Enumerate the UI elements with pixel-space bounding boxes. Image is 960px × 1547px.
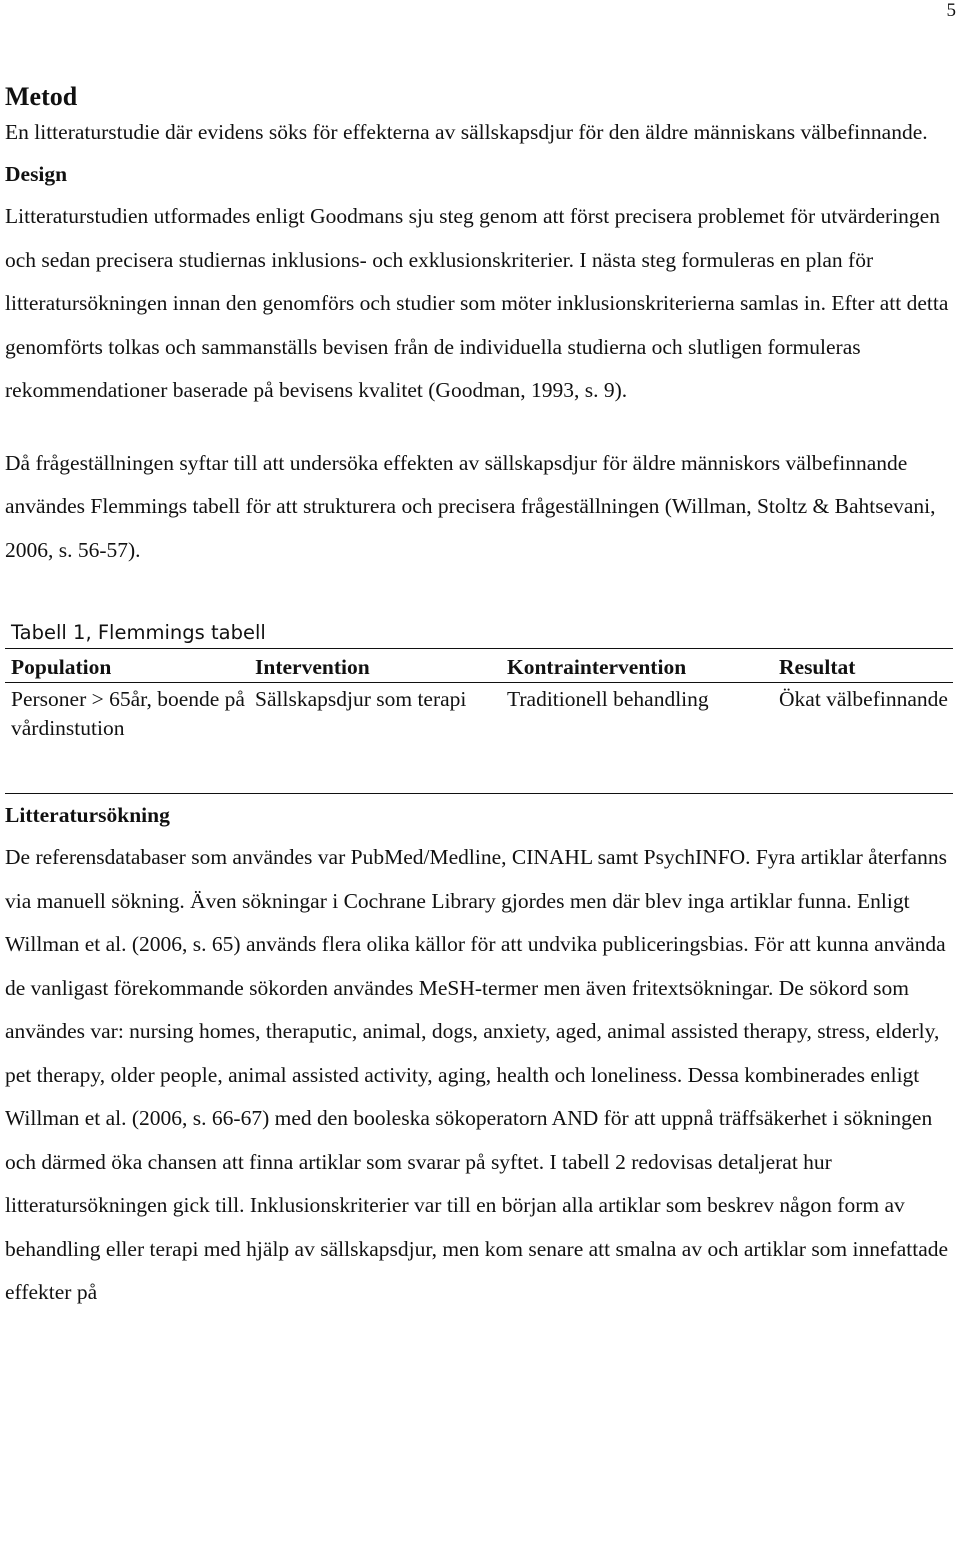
header-population: Population xyxy=(5,649,249,683)
table-caption: Tabell 1, Flemmings tabell xyxy=(5,620,953,649)
design-paragraph-goodman: Litteraturstudien utformades enligt Goodmans sju steg genom att först precisera problemet för utvärderingen och sedan precisera studiernas inklusions- och exklusionskriterier. I nästa steg formuleras en plan för litteratursökningen innan den genomförs och studier som möter inklusionskriterierna samlas in. Efter att detta genomförts tolkas och sammanställs bevisen från de individuella studierna och slutligen formuleras rekommendationer baserade på bevisens kvalitet (Goodman, 1993, s. 9). xyxy=(5,204,949,402)
page-number: 5 xyxy=(946,0,956,21)
method-intro-paragraph: En litteraturstudie där evidens söks för effekterna av sällskapsdjur för den äldre människans välbefinnande. xyxy=(5,120,928,144)
header-intervention: Intervention xyxy=(249,649,501,683)
literature-search-paragraph: De referensdatabaser som användes var PubMed/Medline, CINAHL samt PsychINFO. Fyra artiklar återfanns via manuell sökning. Även sökningar i Cochrane Library gjordes men där blev inga artiklar funna. Enligt Willman et al. (2006, s. 65) används flera olika källor för att undvika publiceringsbias. För att kunna använda de vanligast förekommande sökorden användes MeSH-termer men även fritextsökningar. De sökord som användes var: nursing homes, theraputic, animal, dogs, anxiety, aged, animal assisted therapy, stress, elderly, pet therapy, older people, animal assisted activity, aging, health och loneliness. Dessa kombinerades enligt Willman et al. (2006, s. 66-67) med den booleska sökoperatorn AND för att uppnå träffsäkerhet i sökningen och därmed öka chansen att finna artiklar som svarar på syftet. I tabell 2 redovisas detaljerat hur litteratursökningen gick till. Inklusionskriterier var till en början alla artiklar som beskrev någon form av behandling eller terapi med hjälp av sällskapsdjur, men kom senare att smalna av och artiklar som innefattade effekter på xyxy=(5,845,949,1304)
literature-search-heading: Litteratursökning xyxy=(5,803,170,827)
flemming-table xyxy=(5,649,953,794)
header-kontraintervention: Kontraintervention xyxy=(501,649,773,683)
design-paragraph-flemming: Då frågeställningen syftar till att undersöka effekten av sällskapsdjur för äldre människors välbefinnande användes Flemmings tabell för att strukturera och precisera frågeställningen (Willman, Stoltz & Bahtsevani, 2006, s. 56-57). xyxy=(5,450,936,562)
design-heading: Design xyxy=(5,162,68,186)
table-header-row xyxy=(5,649,953,683)
table-row xyxy=(5,683,953,794)
header-resultat: Resultat xyxy=(773,649,953,683)
method-heading: Metod xyxy=(5,82,78,111)
cell-intervention: Sällskapsdjur som terapi xyxy=(249,683,501,794)
flemming-table-block xyxy=(5,620,953,794)
document-body xyxy=(5,80,957,1315)
cell-kontraintervention: Traditionell behandling xyxy=(501,683,773,794)
cell-resultat: Ökat välbefinnande xyxy=(773,683,953,794)
cell-population: Personer > 65år, boende på vårdinstution xyxy=(5,683,249,794)
